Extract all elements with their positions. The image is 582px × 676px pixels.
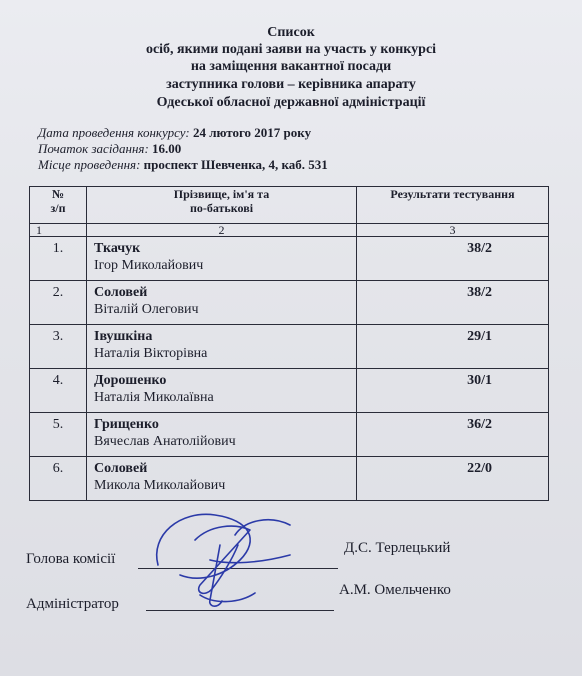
meta-date-label: Дата проведення конкурсу:: [38, 125, 190, 140]
meta-date: [38, 125, 311, 140]
meta-date-value: 24 лютого 2017 року: [192, 125, 312, 140]
row-name: [87, 369, 357, 413]
table-row: [30, 281, 549, 325]
row-name: [87, 413, 357, 457]
results-table: [29, 186, 549, 501]
table-index-row: [30, 224, 549, 237]
header-num: [30, 187, 87, 224]
row-surname: Дорошенко: [94, 373, 167, 388]
header-num-line1: №: [51, 187, 65, 201]
header-name-line2: по-батькові: [189, 201, 254, 215]
row-given-names: Віталій Олегович: [94, 302, 199, 317]
header-result: Результати тестування: [357, 187, 549, 224]
row-given-names: Ігор Миколайович: [94, 258, 204, 273]
row-given-names: Наталія Миколаївна: [94, 390, 214, 405]
admin-name: А.М. Омельченко: [339, 582, 451, 598]
admin-label: Адміністратор: [26, 596, 119, 612]
row-result: 36/2: [357, 413, 549, 457]
table-row: [30, 457, 549, 501]
title-line-3: заступника голови – керівника апарату: [166, 77, 416, 92]
title-line-4: Одеської обласної державної адміністрації: [156, 95, 426, 110]
row-result: 30/1: [357, 369, 549, 413]
row-number: 6.: [30, 457, 87, 501]
row-surname: Соловей: [94, 285, 148, 300]
header-name-line1: Прізвище, ім'я та: [173, 187, 270, 201]
row-surname: Соловей: [94, 461, 148, 476]
row-surname: Ткачук: [94, 241, 141, 256]
row-given-names: Наталія Вікторівна: [94, 346, 208, 361]
row-number: 5.: [30, 413, 87, 457]
table-row: [30, 325, 549, 369]
index-col-3: 3: [357, 224, 549, 237]
table-row: [30, 369, 549, 413]
row-number: 2.: [30, 281, 87, 325]
title-line-1: осіб, якими подані заяви на участь у конкурсі: [145, 42, 437, 57]
row-given-names: Вячеслав Анатолійович: [94, 434, 236, 449]
row-surname: Івушкіна: [94, 329, 153, 344]
table-row: [30, 237, 549, 281]
row-result: 38/2: [357, 281, 549, 325]
row-name: [87, 457, 357, 501]
row-name: [87, 237, 357, 281]
table-row: [30, 413, 549, 457]
meta-start-value: 16.00: [152, 141, 182, 156]
row-name: [87, 325, 357, 369]
index-col-2: 2: [87, 224, 357, 237]
chair-label: Голова комісії: [26, 551, 116, 567]
row-result: 38/2: [357, 237, 549, 281]
row-given-names: Микола Миколайович: [94, 478, 226, 493]
handwritten-signature: [140, 505, 310, 615]
table-header-row: [30, 187, 549, 224]
meta-place-label: Місце проведення:: [38, 157, 141, 172]
meta-start-label: Початок засідання:: [38, 141, 149, 156]
index-col-1: 1: [30, 224, 87, 237]
meta-place: [38, 157, 328, 172]
row-surname: Грищенко: [94, 417, 159, 432]
row-name: [87, 281, 357, 325]
header-name: [87, 187, 357, 224]
document-title: Список: [267, 25, 315, 40]
row-result: 29/1: [357, 325, 549, 369]
row-number: 3.: [30, 325, 87, 369]
row-number: 4.: [30, 369, 87, 413]
header-num-line2: з/п: [50, 201, 66, 215]
row-result: 22/0: [357, 457, 549, 501]
chair-name: Д.С. Терлецький: [344, 540, 451, 556]
meta-start: [38, 141, 181, 156]
title-line-2: на заміщення вакантної посади: [190, 59, 392, 74]
meta-place-value: проспект Шевченка, 4, каб. 531: [143, 157, 328, 172]
row-number: 1.: [30, 237, 87, 281]
